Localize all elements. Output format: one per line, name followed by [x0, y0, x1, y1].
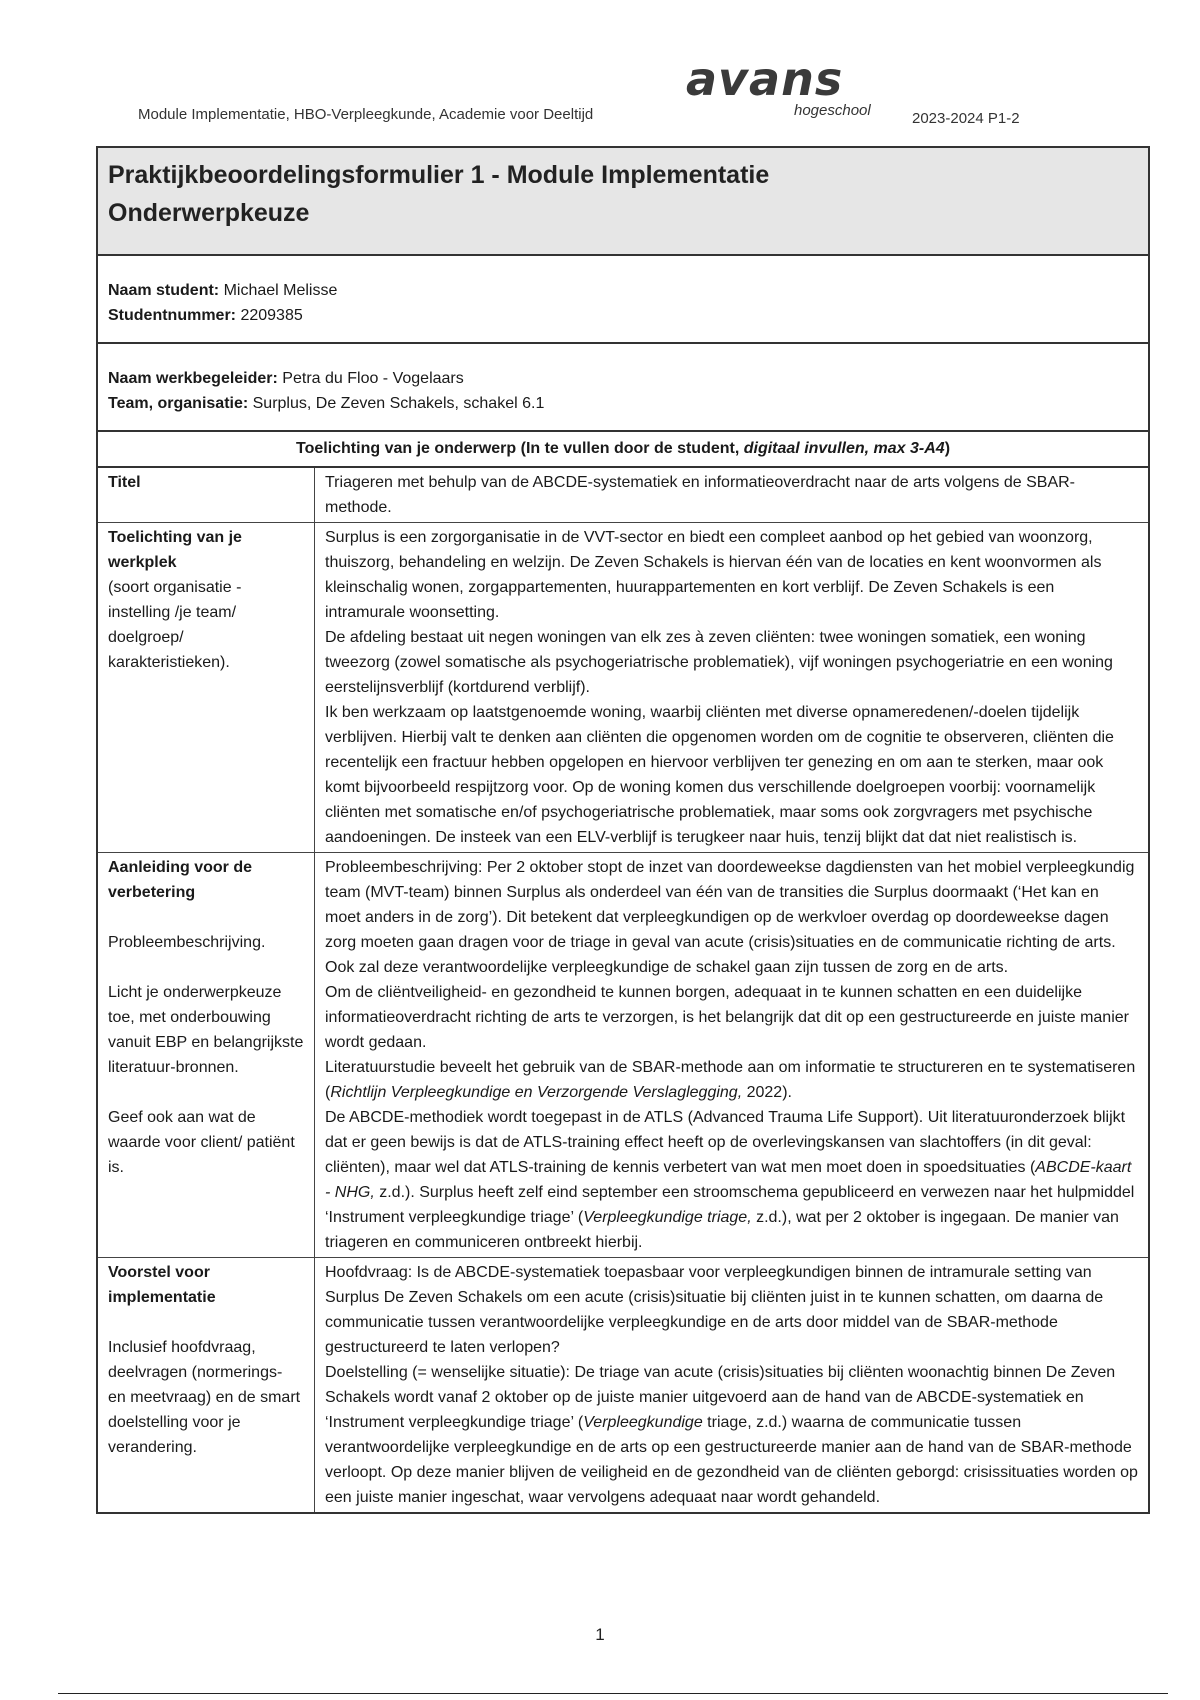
- supervisor-name-value: Petra du Floo - Vogelaars: [277, 370, 464, 387]
- form-title-line2: Onderwerpkeuze: [108, 199, 310, 227]
- team-value: Surplus, De Zeven Schakels, schakel 6.1: [248, 395, 545, 412]
- student-number-label: Studentnummer:: [108, 307, 236, 324]
- supervisor-name-label: Naam werkbegeleider:: [108, 370, 278, 387]
- value-werkplek: Surplus is een zorgorganisatie in de VVT-sector en biedt een compleet aanbod op het gebied van woonzorg, thuiszorg, behandeling en welzijn. De Zeven Schakels is hiervan één van de locaties en kent woonvormen als kleinschalig wonen, zorgappartementen, huurappartementen en kort verblijf. De Zeven Schakels is een intramurale woonsetting. De afdeling bestaat uit negen woningen van elk zes à zeven cliënten: twee woningen somatiek, een woning tweezorg (zowel somatische als psychogeriatrische problematiek), vijf woningen psychogeriatrie en een woning eerstelijnsverblijf (kortdurend verblijf). Ik ben werkzaam op laatstgenoemde woning, waarbij cliënten met diverse opnameredenen/-doelen tijdelijk verblijven. Hierbij valt te denken aan cliënten die opgenomen worden om de cognitie te observeren, cliënten die recentelijk een fractuur hebben opgelopen en hiervoor verblijven ter genezing en om aan te sterken, maar ook komt bijvoorbeeld respijtzorg voor. Op de woning komen dus verschillende doelgroepen voorbij: voornamelijk cliënten met somatische en/of psychogeriatrische problematiek, maar soms ook zorgvragers met psychische aandoeningen. De insteek van een ELV-verblijf is terugkeer naar huis, tenzij blijkt dat dat niet realistisch is.: [315, 523, 1149, 853]
- topic-table: [98, 468, 1148, 1512]
- bottom-divider: [58, 1693, 1168, 1694]
- student-info: [98, 256, 1148, 344]
- value-titel: Triageren met behulp van de ABCDE-systematiek en informatieoverdracht naar de arts volgens de SBAR-methode.: [315, 468, 1149, 523]
- section-heading: Toelichting van je onderwerp (In te vullen door de student, digitaal invullen, max 3-A4): [98, 432, 1148, 468]
- header-module-line: Module Implementatie, HBO-Verpleegkunde, Academie voor Deeltijd: [138, 106, 594, 123]
- row-titel: [98, 468, 1148, 523]
- header-year: 2023-2024 P1-2: [912, 110, 1020, 127]
- label-titel: Titel: [98, 468, 315, 523]
- row-aanleiding: [98, 853, 1148, 1258]
- label-aanleiding: Aanleiding voor de verbetering Probleembeschrijving. Licht je onderwerpkeuze toe, met onderbouwing vanuit EBP en belangrijkste literatuur-bronnen. Geef ook aan wat de waarde voor client/ patiënt is.: [98, 853, 315, 1258]
- row-voorstel: [98, 1258, 1148, 1513]
- student-name-value: Michael Melisse: [219, 282, 338, 299]
- label-voorstel: Voorstel voor implementatie Inclusief hoofdvraag, deelvragen (normerings- en meetvraag) en de smart doelstelling voor je verandering.: [98, 1258, 315, 1513]
- form-title-line1: Praktijkbeoordelingsformulier 1 - Module Implementatie: [108, 161, 770, 189]
- value-voorstel: Hoofdvraag: Is de ABCDE-systematiek toepasbaar voor verpleegkundigen binnen de intramurale setting van Surplus De Zeven Schakels om een acute (crisis)situatie bij cliënten juist in te kunnen schatten, om daarna de communicatie tussen verantwoordelijke verpleegkundige en de arts door middel van de SBAR-methode gestructureerd te laten verlopen? Doelstelling (= wenselijke situatie): De triage van acute (crisis)situaties bij cliënten woonachtig binnen De Zeven Schakels wordt vanaf 2 oktober op de juiste manier uitgevoerd aan de hand van de ABCDE-systematiek en ‘Instrument verpleegkundige triage’ (Verpleegkundige triage, z.d.) waarna de communicatie tussen verantwoordelijke verpleegkundige en de arts op een gestructureerde manier aan de hand van de SBAR-methode verloopt. Op deze manier blijven de veiligheid en de gezondheid van de cliënten geborgd: crisissituaties worden op een juiste manier ingeschat, waar vervolgens adequaat naar wordt gehandeld.: [325, 1264, 1138, 1506]
- form-title: [98, 148, 1148, 256]
- logo-subtitle: hogeschool: [794, 102, 871, 119]
- student-number-value: 2209385: [236, 307, 303, 324]
- team-label: Team, organisatie:: [108, 395, 249, 412]
- supervisor-info: [98, 344, 1148, 432]
- page-number: 1: [595, 1625, 605, 1644]
- value-aanleiding: Probleembeschrijving: Per 2 oktober stopt de inzet van doordeweekse dagdiensten van het mobiel verpleegkundig team (MVT-team) binnen Surplus als onderdeel van één van de transities die Surplus doormaakt (‘Het kan en moet anders in de zorg’). Dit betekent dat verpleegkundigen op de werkvloer overdag op doordeweekse dagen zorg moeten gaan dragen voor de triage in geval van acute (crisis)situaties en de communicatie richting de arts. Ook zal deze verantwoordelijke verpleegkundige de schakel gaan zijn tussen de zorg en de arts. Om de cliëntveiligheid- en gezondheid te kunnen borgen, adequaat in te kunnen schatten en een duidelijke informatieoverdracht richting de arts te verzorgen, is het belangrijk dat dit op een gestructureerde en juiste manier wordt gedaan. Literatuurstudie beveelt het gebruik van de SBAR-methode aan om informatie te structureren en te systematiseren (Richtlijn Verpleegkundige en Verzorgende Verslaglegging, 2022). De ABCDE-methodiek wordt toegepast in de ATLS (Advanced Trauma Life Support). Uit literatuuronderzoek blijkt dat er geen bewijs is dat de ATLS-training effect heeft op de overlevingskansen van slachtoffers (in dit geval: cliënten), maar wel dat ATLS-training de kennis verbetert van wat men moet doen in spoedsituaties (ABCDE-kaart - NHG, z.d.). Surplus heeft zelf eind september een stroomschema gepubliceerd en verwezen naar het hulpmiddel ‘Instrument verpleegkundige triage’ (Verpleegkundige triage, z.d.), wat per 2 oktober is ingegaan. De manier van triageren en communiceren ontbreekt hierbij.: [315, 853, 1149, 1258]
- assessment-form: [96, 146, 1150, 1514]
- label-werkplek: Toelichting van je werkplek (soort organisatie - instelling /je team/ doelgroep/ karakteristieken).: [98, 523, 315, 853]
- avans-logo: [686, 52, 896, 126]
- logo-wordmark: avans: [686, 52, 844, 106]
- student-name-label: Naam student:: [108, 282, 220, 299]
- row-werkplek: [98, 523, 1148, 853]
